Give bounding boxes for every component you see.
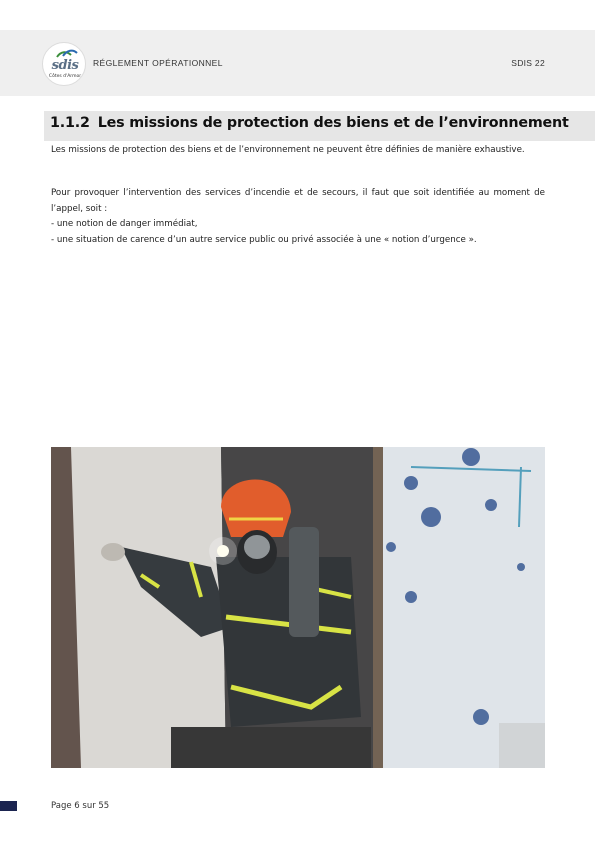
paragraph-1: Les missions de protection des biens et de l’environnement ne peuvent être définies de manière exhaustive. bbox=[51, 145, 525, 155]
logo-subtext: Côtes d'Armor bbox=[48, 74, 82, 79]
paragraph-2 bbox=[51, 186, 545, 248]
organization-label: SDIS 22 bbox=[511, 58, 545, 68]
page-header bbox=[0, 30, 595, 96]
firefighter-photo bbox=[51, 447, 545, 768]
section-number: 1.1.2 bbox=[50, 115, 90, 131]
section-title: Les missions de protection des biens et de l’environnement bbox=[97, 115, 569, 131]
page-number: Page 6 sur 55 bbox=[51, 801, 110, 811]
list-item-danger: - une notion de danger immédiat, bbox=[51, 219, 198, 229]
paragraph-2-line: Pour provoquer l’intervention des services d’incendie et de secours, il faut que soit identifiée au moment de l’appel, soit : bbox=[51, 188, 545, 214]
sdis-logo bbox=[42, 42, 86, 86]
document-title: RÉGLEMENT OPÉRATIONNEL bbox=[93, 58, 223, 68]
footer-mark bbox=[0, 801, 17, 811]
logo-text: sdis bbox=[51, 58, 79, 73]
section-heading bbox=[44, 111, 595, 141]
list-item-carence: - une situation de carence d’un autre service public ou privé associée à une « notion d’urgence ». bbox=[51, 234, 477, 245]
